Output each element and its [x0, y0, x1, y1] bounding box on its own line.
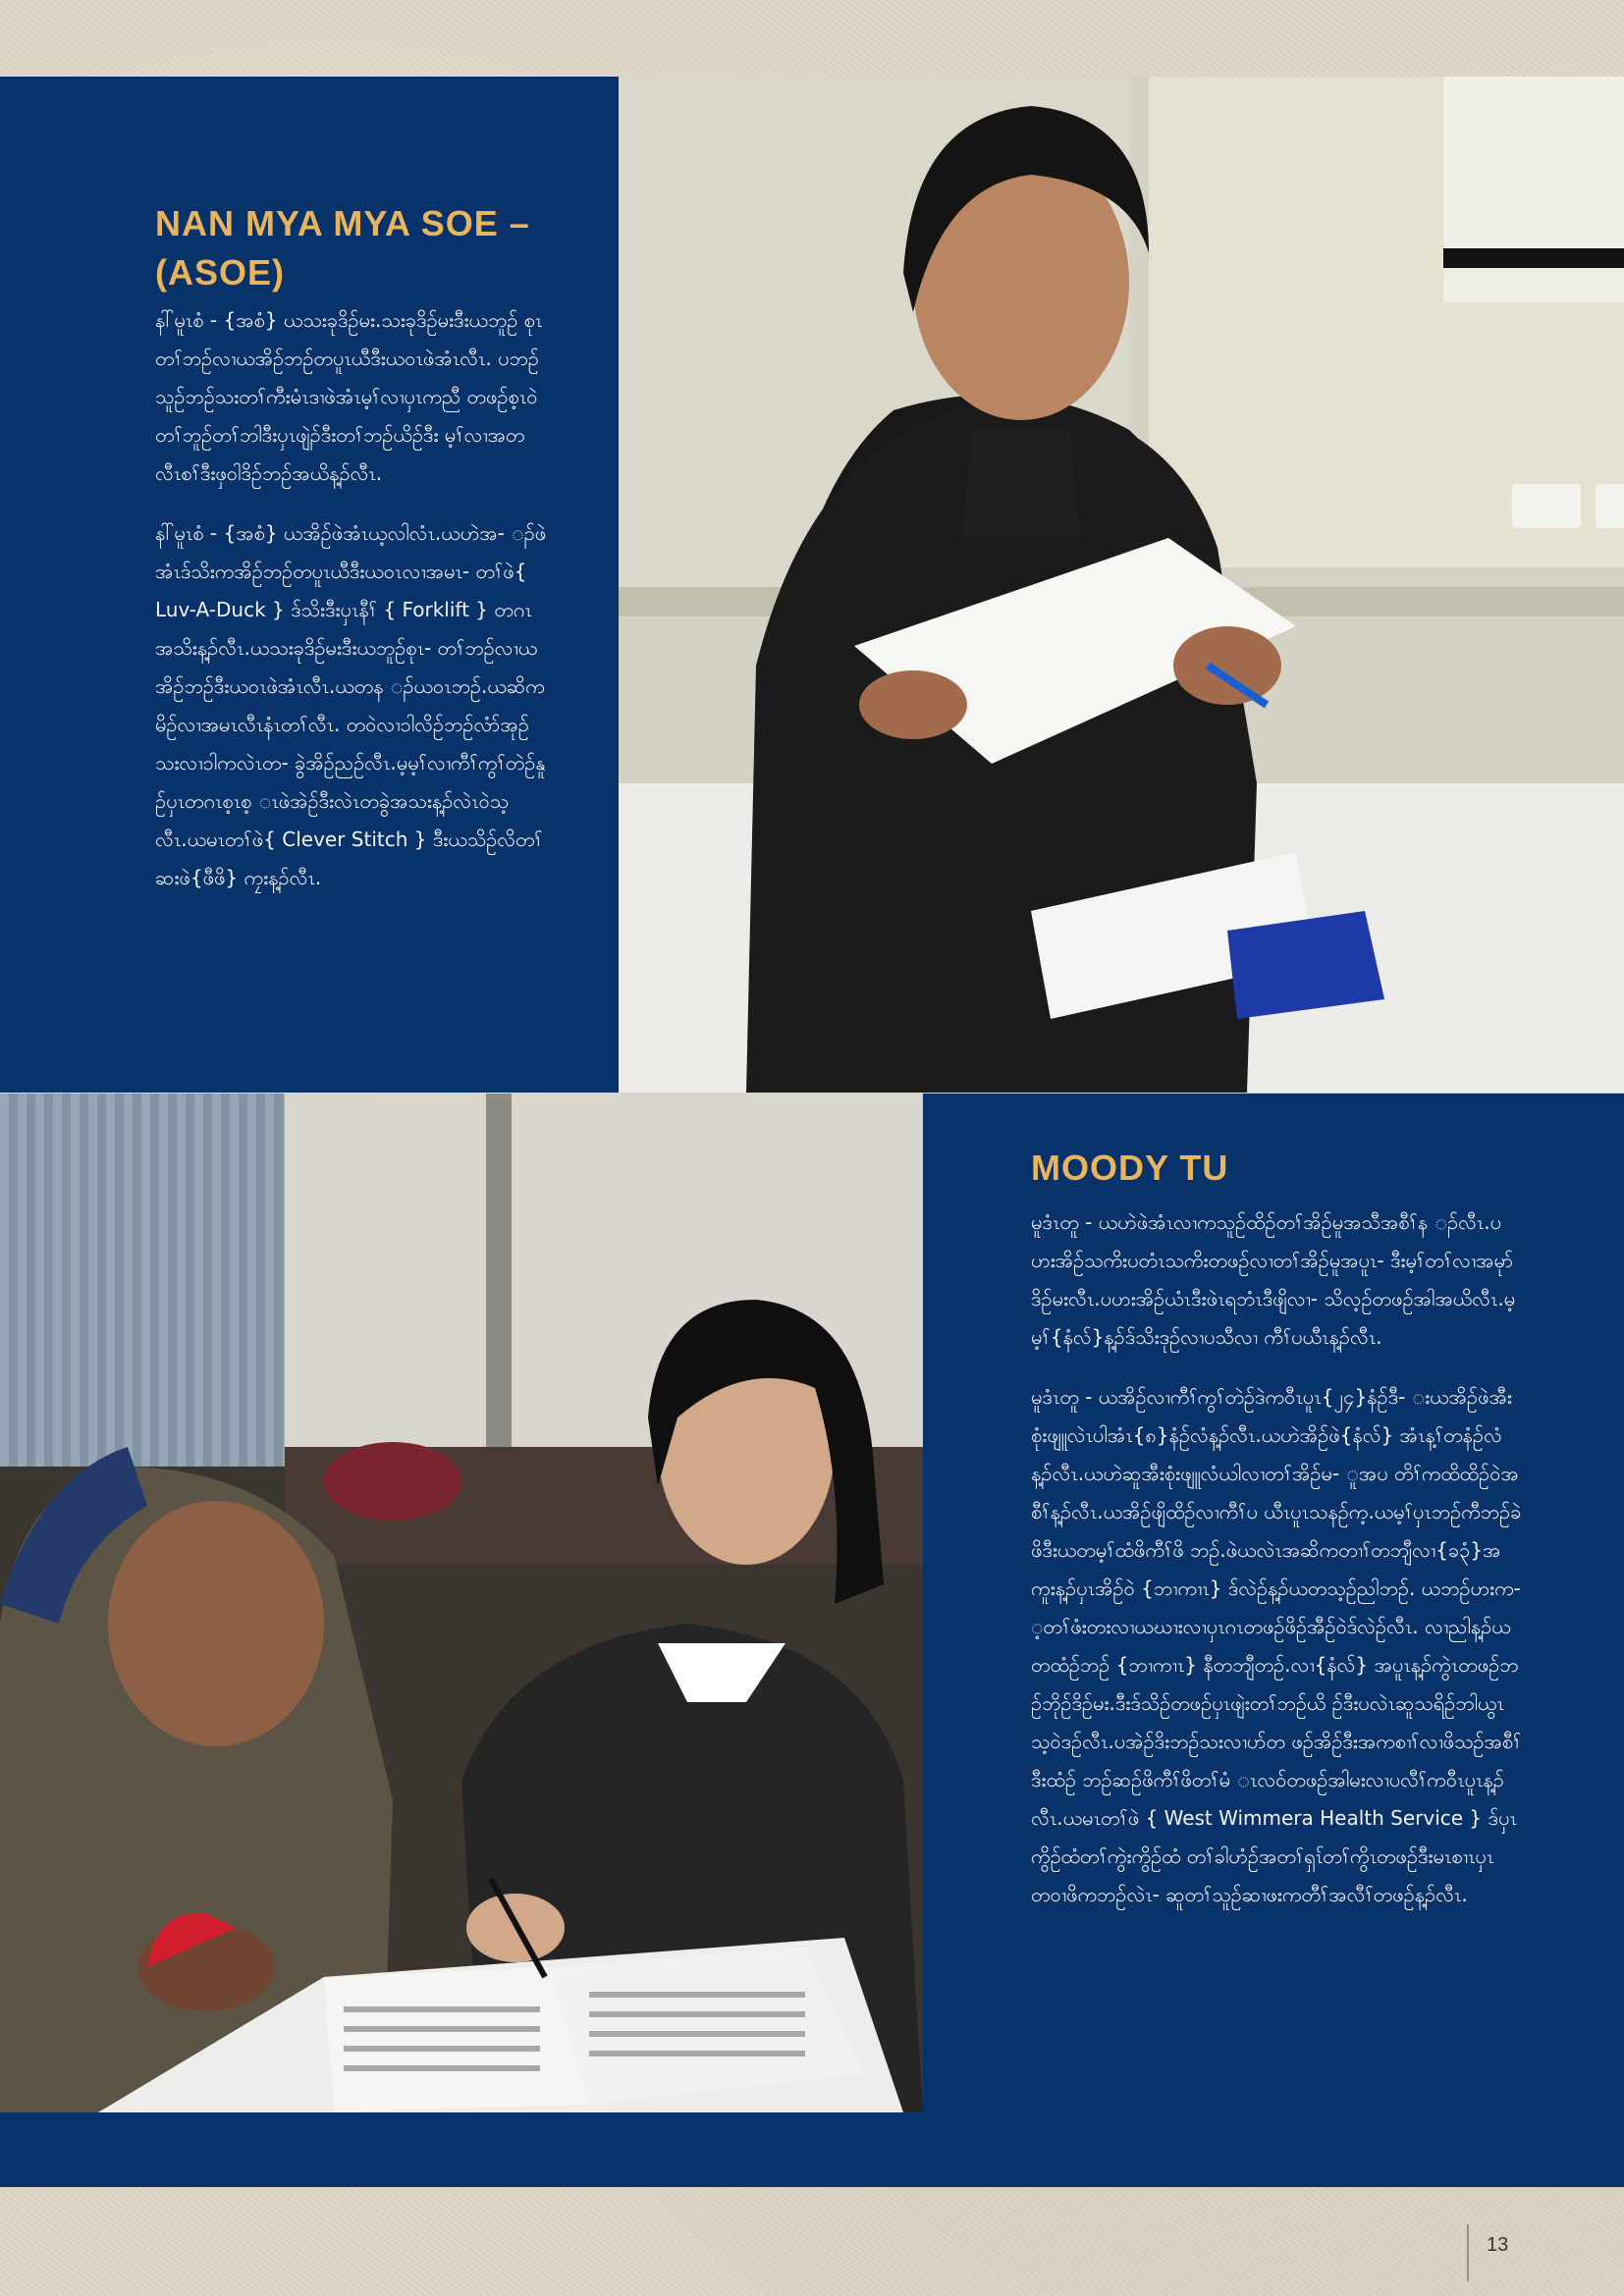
profile-heading-moody-tu: MOODY TU [1031, 1148, 1229, 1188]
photo-man-signing-form [0, 1094, 923, 2112]
profile-body-nan-mya-mya-soe [155, 301, 548, 919]
profile-paragraph: မူဒံၤတူ - ယဟဲဖဲအံၤလၢကသူဉ်ထိဉ်တၢ်အိဉ်မူအသီအစီၢ်န ၣ်လီၤ.ပဟးအိဉ်သကိးပတံၤသကိးတဖဉ်လၢတၢ်အိဉ်မူအပူၤ- ဒီးမ့ၢ်တၢ်လၢအမုာ်ဒိဉ်မးလီၤ.ပဟးအိဉ်ယံၤဒီးဖဲၤရဘံၤဒီဖျိလၢ- သိလ့ဉ်တဖဉ်အါအယိလီၤ.မ့မ့ၢ်{နံလ်}န့ၣ်ဒ်သိးဒုဉ်လၢပသီလၢ ကီၢ်ပယီၤန့ၣ်လီၤ. [1031, 1210, 1516, 1349]
page-number-divider [1467, 2224, 1469, 2281]
profile-heading-nan-mya-mya-soe: NAN MYA MYA SOE – (ASOE) [155, 203, 530, 293]
profile-paragraph: နါ်မူၤစံ - {အစံ} ယအိဉ်ဖဲအံၤယ့လါလံၤ.ယဟဲအ- ၣ်ဖဲအံၤဒ်သိးကအိဉ်ဘဉ်တပူၤယီဒီးယ၀ၤလၢအမၤ- တၢ်ဖဲ{ Luv-A-Duck } ဒ်သိးဒီးပှၤနီၢ် { Forklift } တဂၤအသိးန့ၣ်လီၤ.ယသးခုဒိဉ်မးဒီးယဘူဉ်စုၤ- တၢ်ဘဉ်လၢယအိဉ်ဘဉ်ဒီးယ၀ၤဖဲအံၤလီၤ.ယတန ၣ်ယ၀ၤဘဉ်.ယဆိကမိဉ်လၢအမၤလီၤနံၤတၢ်လီၤ. တ၀ဲလၢ၁ါလိဉ်ဘဉ်လံာ်အုဉ်သးလၢ၁ါကလဲၤတ- ခွဲအိဉ်ညဉ်လီၤ.မ့မ့ၢ်လၢကီၢ်ကွၢ်တဲဉ်နူဉ်ပှၤတဂၤစ့ၤစ့ ၤဖဲအဲဉ်ဒီးလဲၤတခွဲအသးန့ၣ်လဲၤ၀ဲသ့လီၤ.ယမၤတၢ်ဖဲ{ Clever Stitch } ဒီးယသိဉ်လိတၢ်ဆးဖဲ{ဖီဖိ} ကၠးန့ၣ်လီၤ. [155, 521, 547, 889]
profile-paragraph: နါ်မူၤစံ - {အစံ} ယသးခုဒိဉ်မး.သးခုဒိဉ်မးဒီးယဘူဉ် စုၤတၢ်ဘဉ်လၢယအိဉ်ဘဉ်တပူၤယီဒီးယ၀ၤဖဲအံၤလီၤ. ပဘဉ်သူဉ်ဘဉ်သးတၢ်ကီးမံၤဒၢဖဲအံၤမ့ၢ်လၢပှၤကညီ တဖဉ်စ့ၤ၀ဲတၢ်ဘူဉ်တၢ်ဘါဒီးပှၤဖျဲၣ်ဒီးတၢ်ဘဉ်ယိဉ်ဒီး မ့ၢ်လၢအတလီၤစၢ်ဒီးဖှ၀ါဒိဉ်ဘဉ်အယိန့ၣ်လီၤ. [155, 308, 543, 485]
profile-paragraph: မူဒံၤတူ - ယအိဉ်လၢကီၢ်ကွၢ်တဲဉ်ဒဲကဝီၤပူၤ{၂၄}နံဉ်ဒီ- းယအိဉ်ဖဲအီးစုံးဖျူလဲၤပါအံၤ{၈}နံဉ်လံန့ၣ်လီၤ.ယဟဲအိဉ်ဖဲ{နံလ်} အံၤန့ၢ်တနံဉ်လံန့ၣ်လီၤ.ယဟဲဆူအီးစုံးဖျူလံယါလၢတၢ်အိဉ်မ- ူအပ တိၢ်ကထိထိဉ်၀ဲအစီၢ်န့ၣ်လီၤ.ယအိဉ်ဖျိထိဉ်လၢကီၢ်ပ ယီၤပူၤသနဉ်က့.ယမ့ၢ်ပှၤဘဉ်ကီဘဉ်ခဲဖိဒီးယတမ့ၢ်ထံဖိကီၢ်ဖိ ဘဉ်.ဖဲယလဲၤအဆိကတၢၢ်တဘျီလၢ{ခ၃ံ}အကူးန့ၣ်ပှၤအိဉ်၀ဲ {ဘၢကၢၤ} ဒ်လဲဉ်န့ၣ်ယတသ့ဉ်ညါဘဉ်. ယဘဉ်ဟးက- ့တၢ်ဖံးတးလၢယဃၢးလၢပှၤဂၤတဖဉ်ဖိဉ်အီဉ်၀ဲဒ်လဲဉ်လီၤ. လၢညါန့ၣ်ယတထံဉ်ဘဉ် {ဘၢကၢၤ} နီတဘျီတဉ်.လၢ{နံလ်} အပူၤန့ၣ်ကွဲၤတဖဉ်ဘဉ်ဘိုဉ်ဒိဉ်မး.ဒီးဒ်သိဉ်တဖဉ်ပှၤဖျဲးတၢ်ဘဉ်ယိ ဉ်ဒီးပလဲၤဆူသရိဉ်ဘါယွၤသ့၀ဲဒဉ်လီၤ.ပအဲဉ်ဒိးဘဉ်သးလၢပာ်တ ဖဉ်အိဉ်ဒီးအကစၢၢ်လၢဖိသဉ်အစီၢ်ဒီးထံဉ် ဘဉ်ဆဉ်ဖိကီၢ်ဖိတၢ်မံ ၤလ၀်တဖဉ်အါမးလၢပလီၢ်ကဝီၤပူၤန့ၣ်လီၤ.ယမၤတၢ်ဖဲ { West Wimmera Health Service } ဒ်ပှၤကွိဉ်ထံတၢ်ကွဲးကွိဉ်ထံ တၢ်ခါဟံဉ်အတၢ်ရှၤ်တၢ်ကွိၤတဖဉ်ဒီးမၤစၢၤပှၤတ၀ၢဖိကဘဉ်လဲၤ- ဆူတၢ်သူဉ်ဆၢဖးကတီၢ်အလီၢ်တဖဉ်န့ၣ်လီၤ. [1031, 1385, 1522, 1906]
profile-body-moody-tu [1031, 1203, 1522, 1936]
photo-woman-reading-document [619, 77, 1624, 1093]
bottom-navy-band [0, 2112, 1624, 2187]
page-number: 13 [1487, 2234, 1509, 2256]
